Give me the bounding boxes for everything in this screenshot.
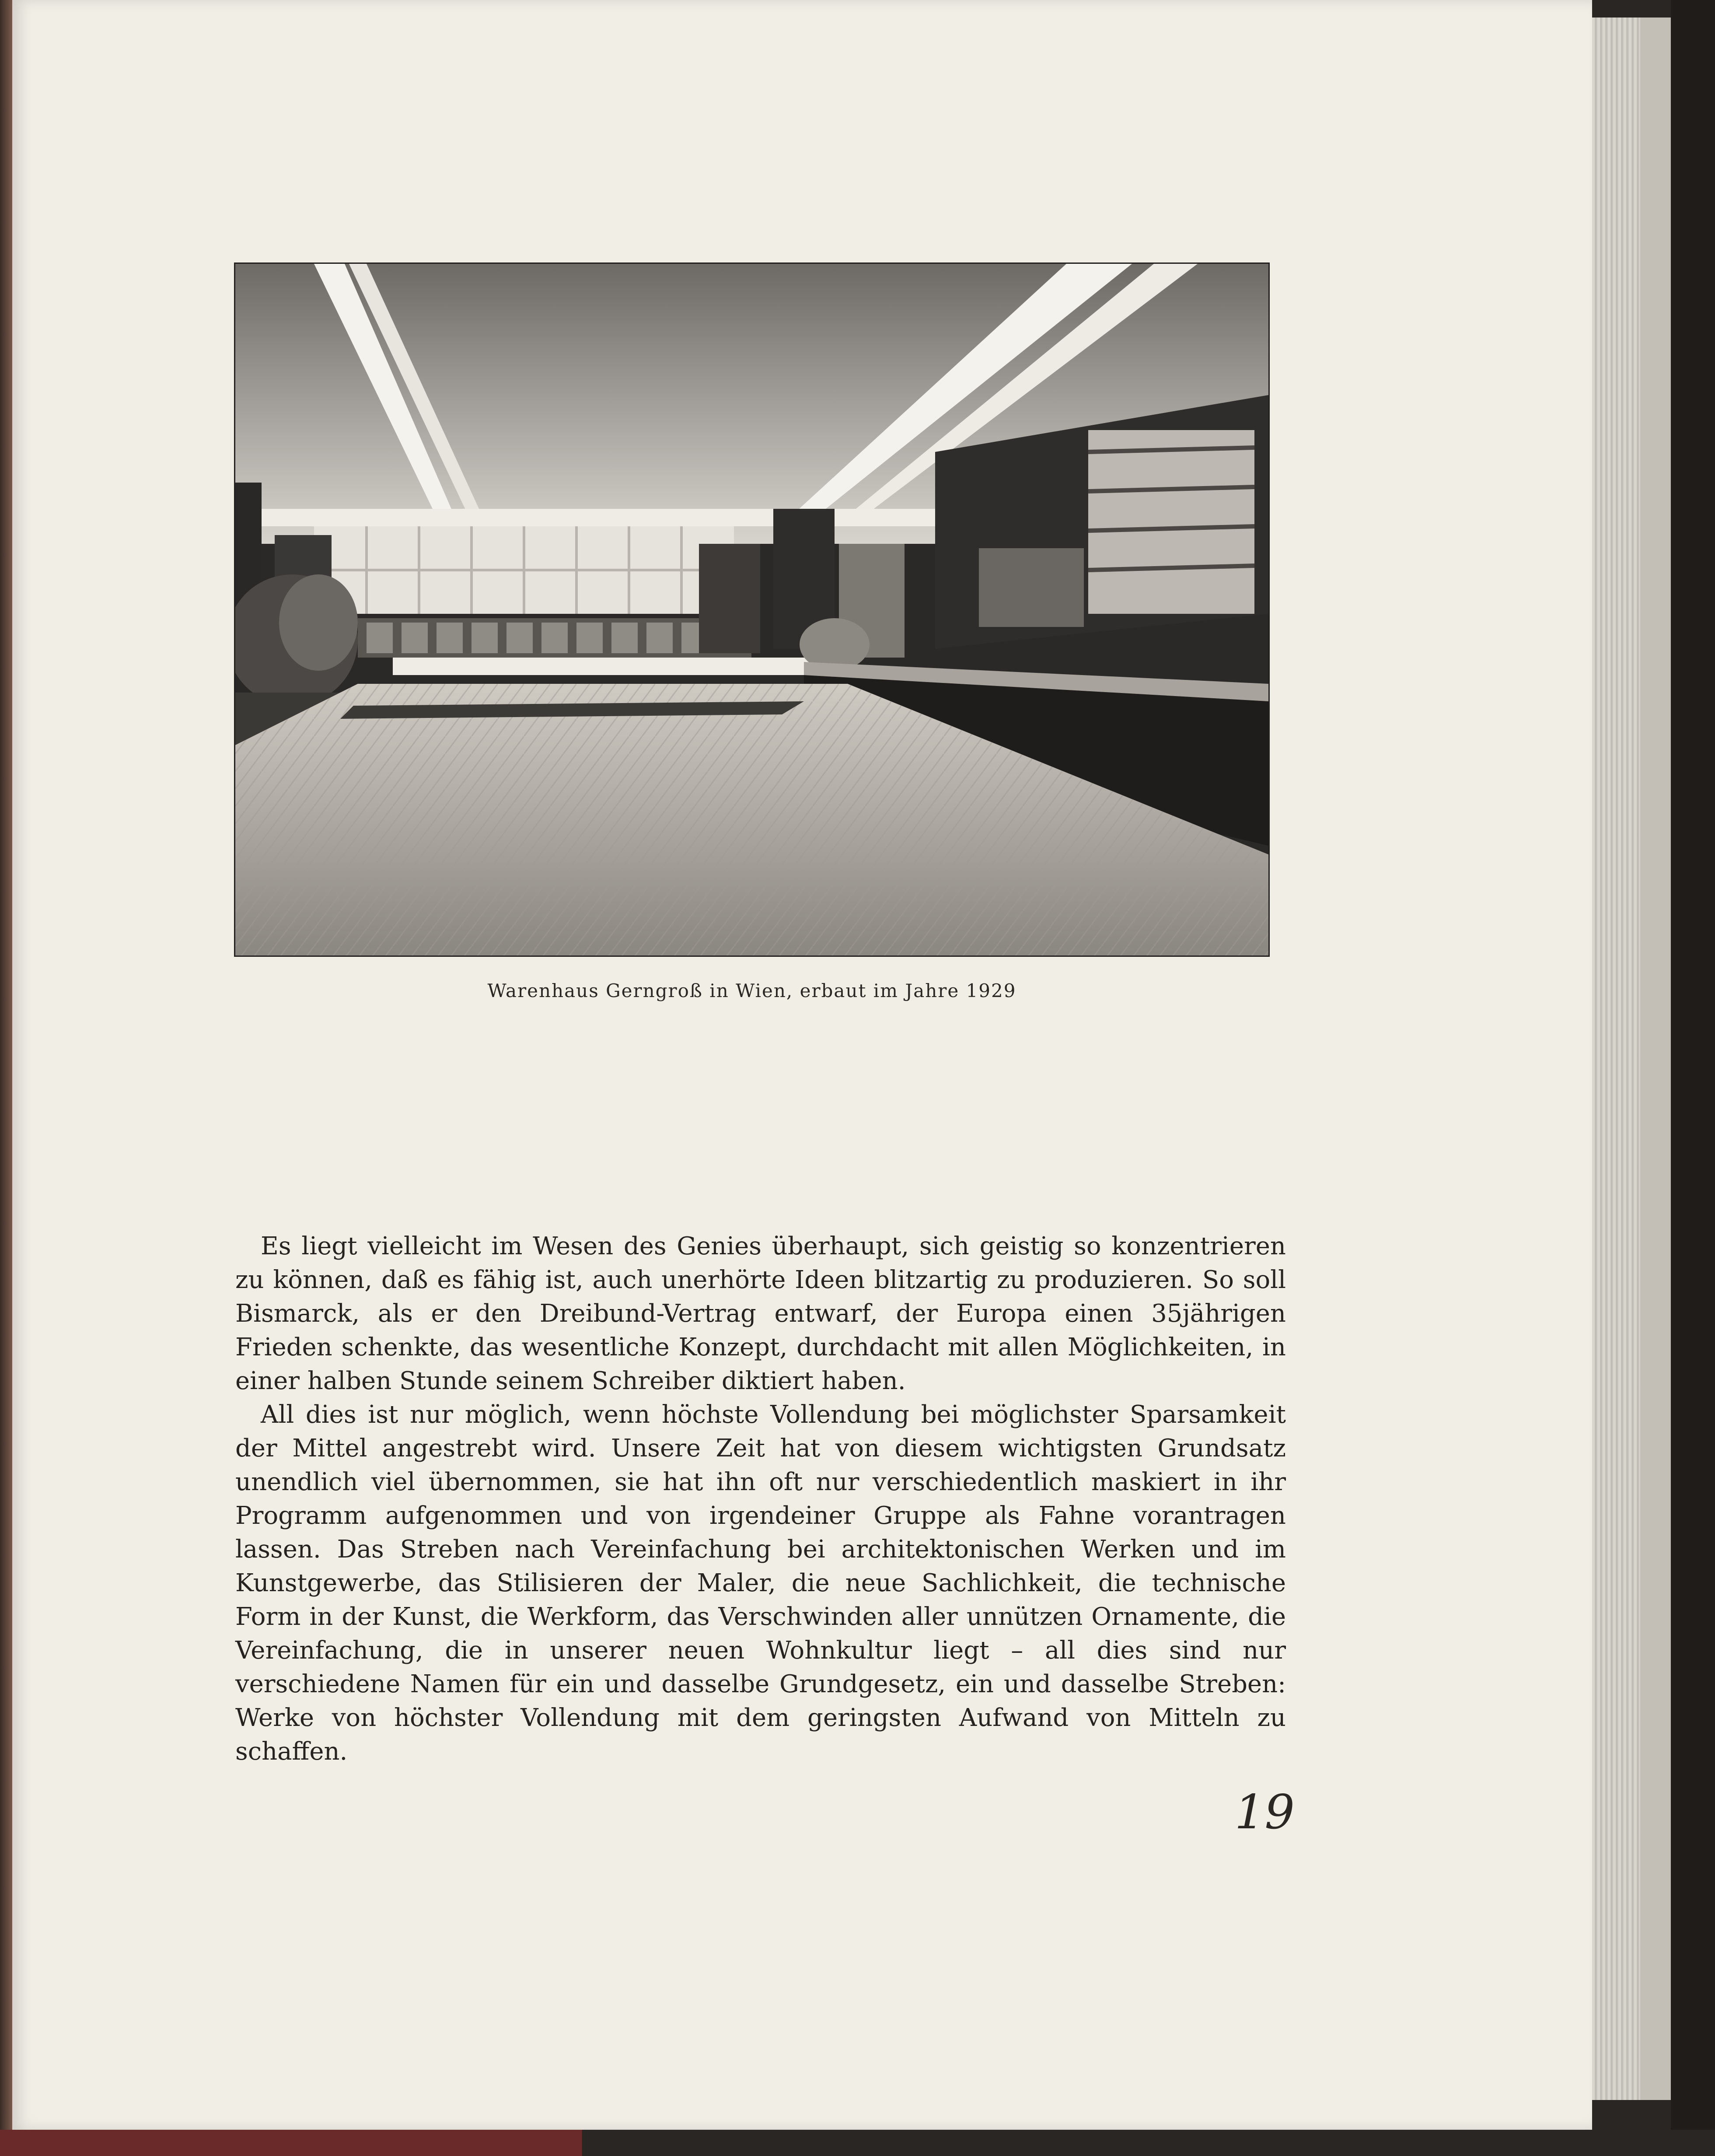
book-cover-right [1671,0,1715,2156]
interior-photo-illustration [235,264,1268,956]
bottom-binding-strip [0,2130,1715,2156]
body-text [235,1229,1286,1768]
figure-caption: Warenhaus Gerngroß in Wien, erbaut im Jahre 1929 [487,980,1016,1001]
cover-board [1640,18,1671,2100]
book-spine-left [0,0,12,2156]
paragraph: Es liegt vielleicht im Wesen des Genies überhaupt, sich geistig so konzentrieren zu können, daß es fähig ist, auch unerhörte Ideen blitzartig zu produzieren. So soll Bismarck, als er den Dreibund-Vertrag entwarf, der Europa einen 35jährigen Frieden schenkte, das wesentliche Konzept, durchdacht mit allen Möglichkeiten, in einer halben Stunde seinem Schreiber diktiert haben. [235,1232,1286,1395]
department-store-photo [235,264,1268,956]
paragraph: All dies ist nur möglich, wenn höchste Vollendung bei möglichster Sparsamkeit der Mittel angestrebt wird. Unsere Zeit hat von diesem wichtigsten Grundsatz unendlich viel übernommen, sie hat ihn oft nur verschiedentlich maskiert in ihr Programm aufgenommen und von irgendeiner Gruppe als Fahne vorantragen lassen. Das Streben nach Vereinfachung bei architektonischen Werken und im Kunstgewerbe, das Stilisieren der Maler, die neue Sachlichkeit, die technische Form in der Kunst, die Werkform, das Verschwinden aller unnützen Ornamente, die Vereinfachung, die in unserer neuen Wohnkultur liegt – all dies sind nur verschiedene Namen für ein und dasselbe Grundgesetz, ein und dasselbe Streben: Werke von höchster Vollendung mit dem geringsten Aufwand von Mitteln zu schaffen. [235,1400,1286,1766]
page-number: 19 [1234,1785,1295,1840]
page-edges [1592,18,1640,2100]
